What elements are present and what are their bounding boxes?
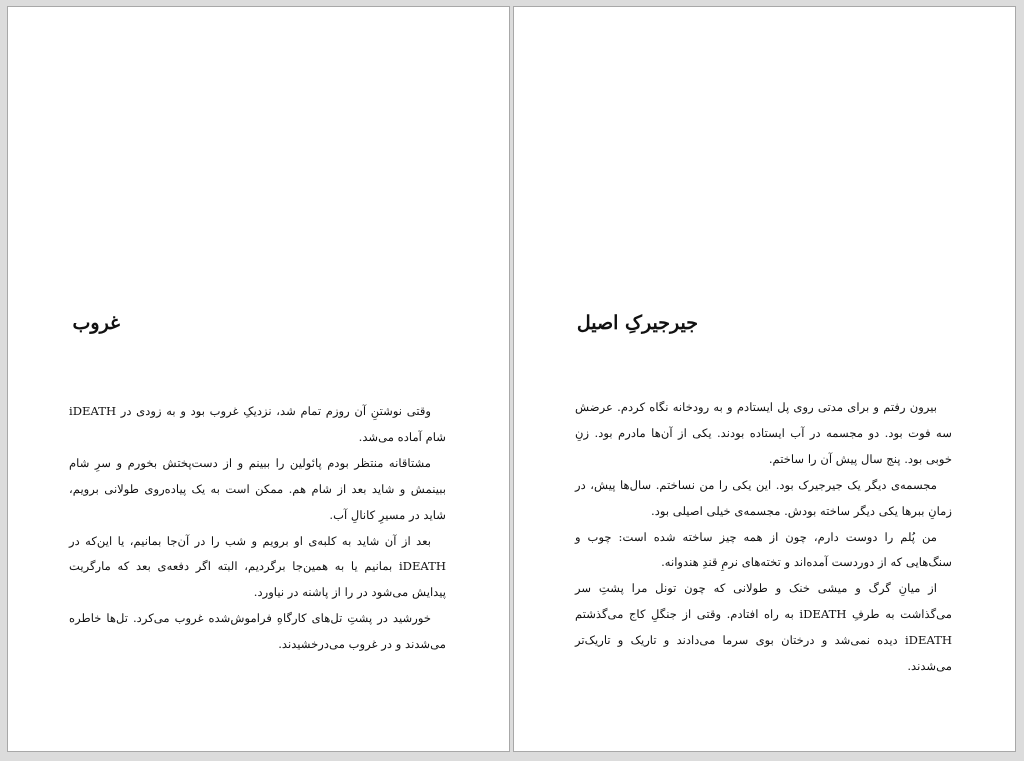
chapter-title: جیرجیرکِ اصیل xyxy=(576,312,698,334)
paragraph: بیرون رفتم و برای مدتی روی پل ایستادم و به رودخانه نگاه کردم. عرضش سه فوت بود. دو مجسمه در آب ایستاده بودند. یکی از آن‌ها مادرم بود. زنِ خوبی بود. پنج سال پیش آن را ساختم. xyxy=(575,400,952,466)
paragraph: مشتاقانه منتظر بودم پائولین را ببینم و از دست‌پختش بخورم و سرِ شام ببینمش و شاید بعد از شام هم. ممکن است به یک پیاده‌روی طولانی برویم، شاید در مسیرِ کانالِ آب. xyxy=(69,455,446,522)
paragraph: از میانِ گرگ و میشی خنک و طولانی که چون تونل مرا پشتِ سر می‌گذاشت به طرفِ iDEATH به راه افتادم. وقتی از جنگلِ کاج می‌گذشتم iDEATH دیده نمی‌شد و درختان بوی سرما می‌دادند و تاریک و تاریک‌تر می‌شدند. xyxy=(575,581,952,674)
paragraph: وقتی نوشتنِ آن روزم تمام شد، نزدیکِ غروب بود و به زودی در iDEATH شام آماده می‌شد. xyxy=(69,404,446,444)
paragraph: مجسمه‌ی دیگر یک جیرجیرک بود. این یکی را من نساختم. سال‌ها پیش، در زمانِ ببرها یکی دیگر ساخته بودش. مجسمه‌ی خیلی اصیلی بود. xyxy=(575,477,952,518)
chapter-body xyxy=(69,399,446,658)
chapter-title: غروب xyxy=(72,312,120,334)
paragraph: خورشید در پشتِ تل‌های کارگاهِ فراموش‌شده غروب می‌کرد. تل‌ها خاطره می‌شدند و در غروب می‌درخشیدند. xyxy=(69,611,446,652)
paragraph: من پُلم را دوست دارم، چون از همه چیز ساخته شده است: چوب و سنگ‌هایی که از دوردست آمده‌اند و تخته‌های نرمِ قندِ هندوانه. xyxy=(575,529,952,570)
paragraph: بعد از آن شاید به کلبه‌ی او برویم و شب را در آن‌جا بمانیم، یا این‌که در iDEATH بمانیم یا به همین‌جا برگردیم، البته اگر دفعه‌ی بعد که مارگریت پیدایش می‌شود در را از پاشنه در نیاورد. xyxy=(69,533,446,600)
page-left xyxy=(7,6,510,752)
chapter-body xyxy=(575,395,952,680)
page-right xyxy=(513,6,1016,752)
